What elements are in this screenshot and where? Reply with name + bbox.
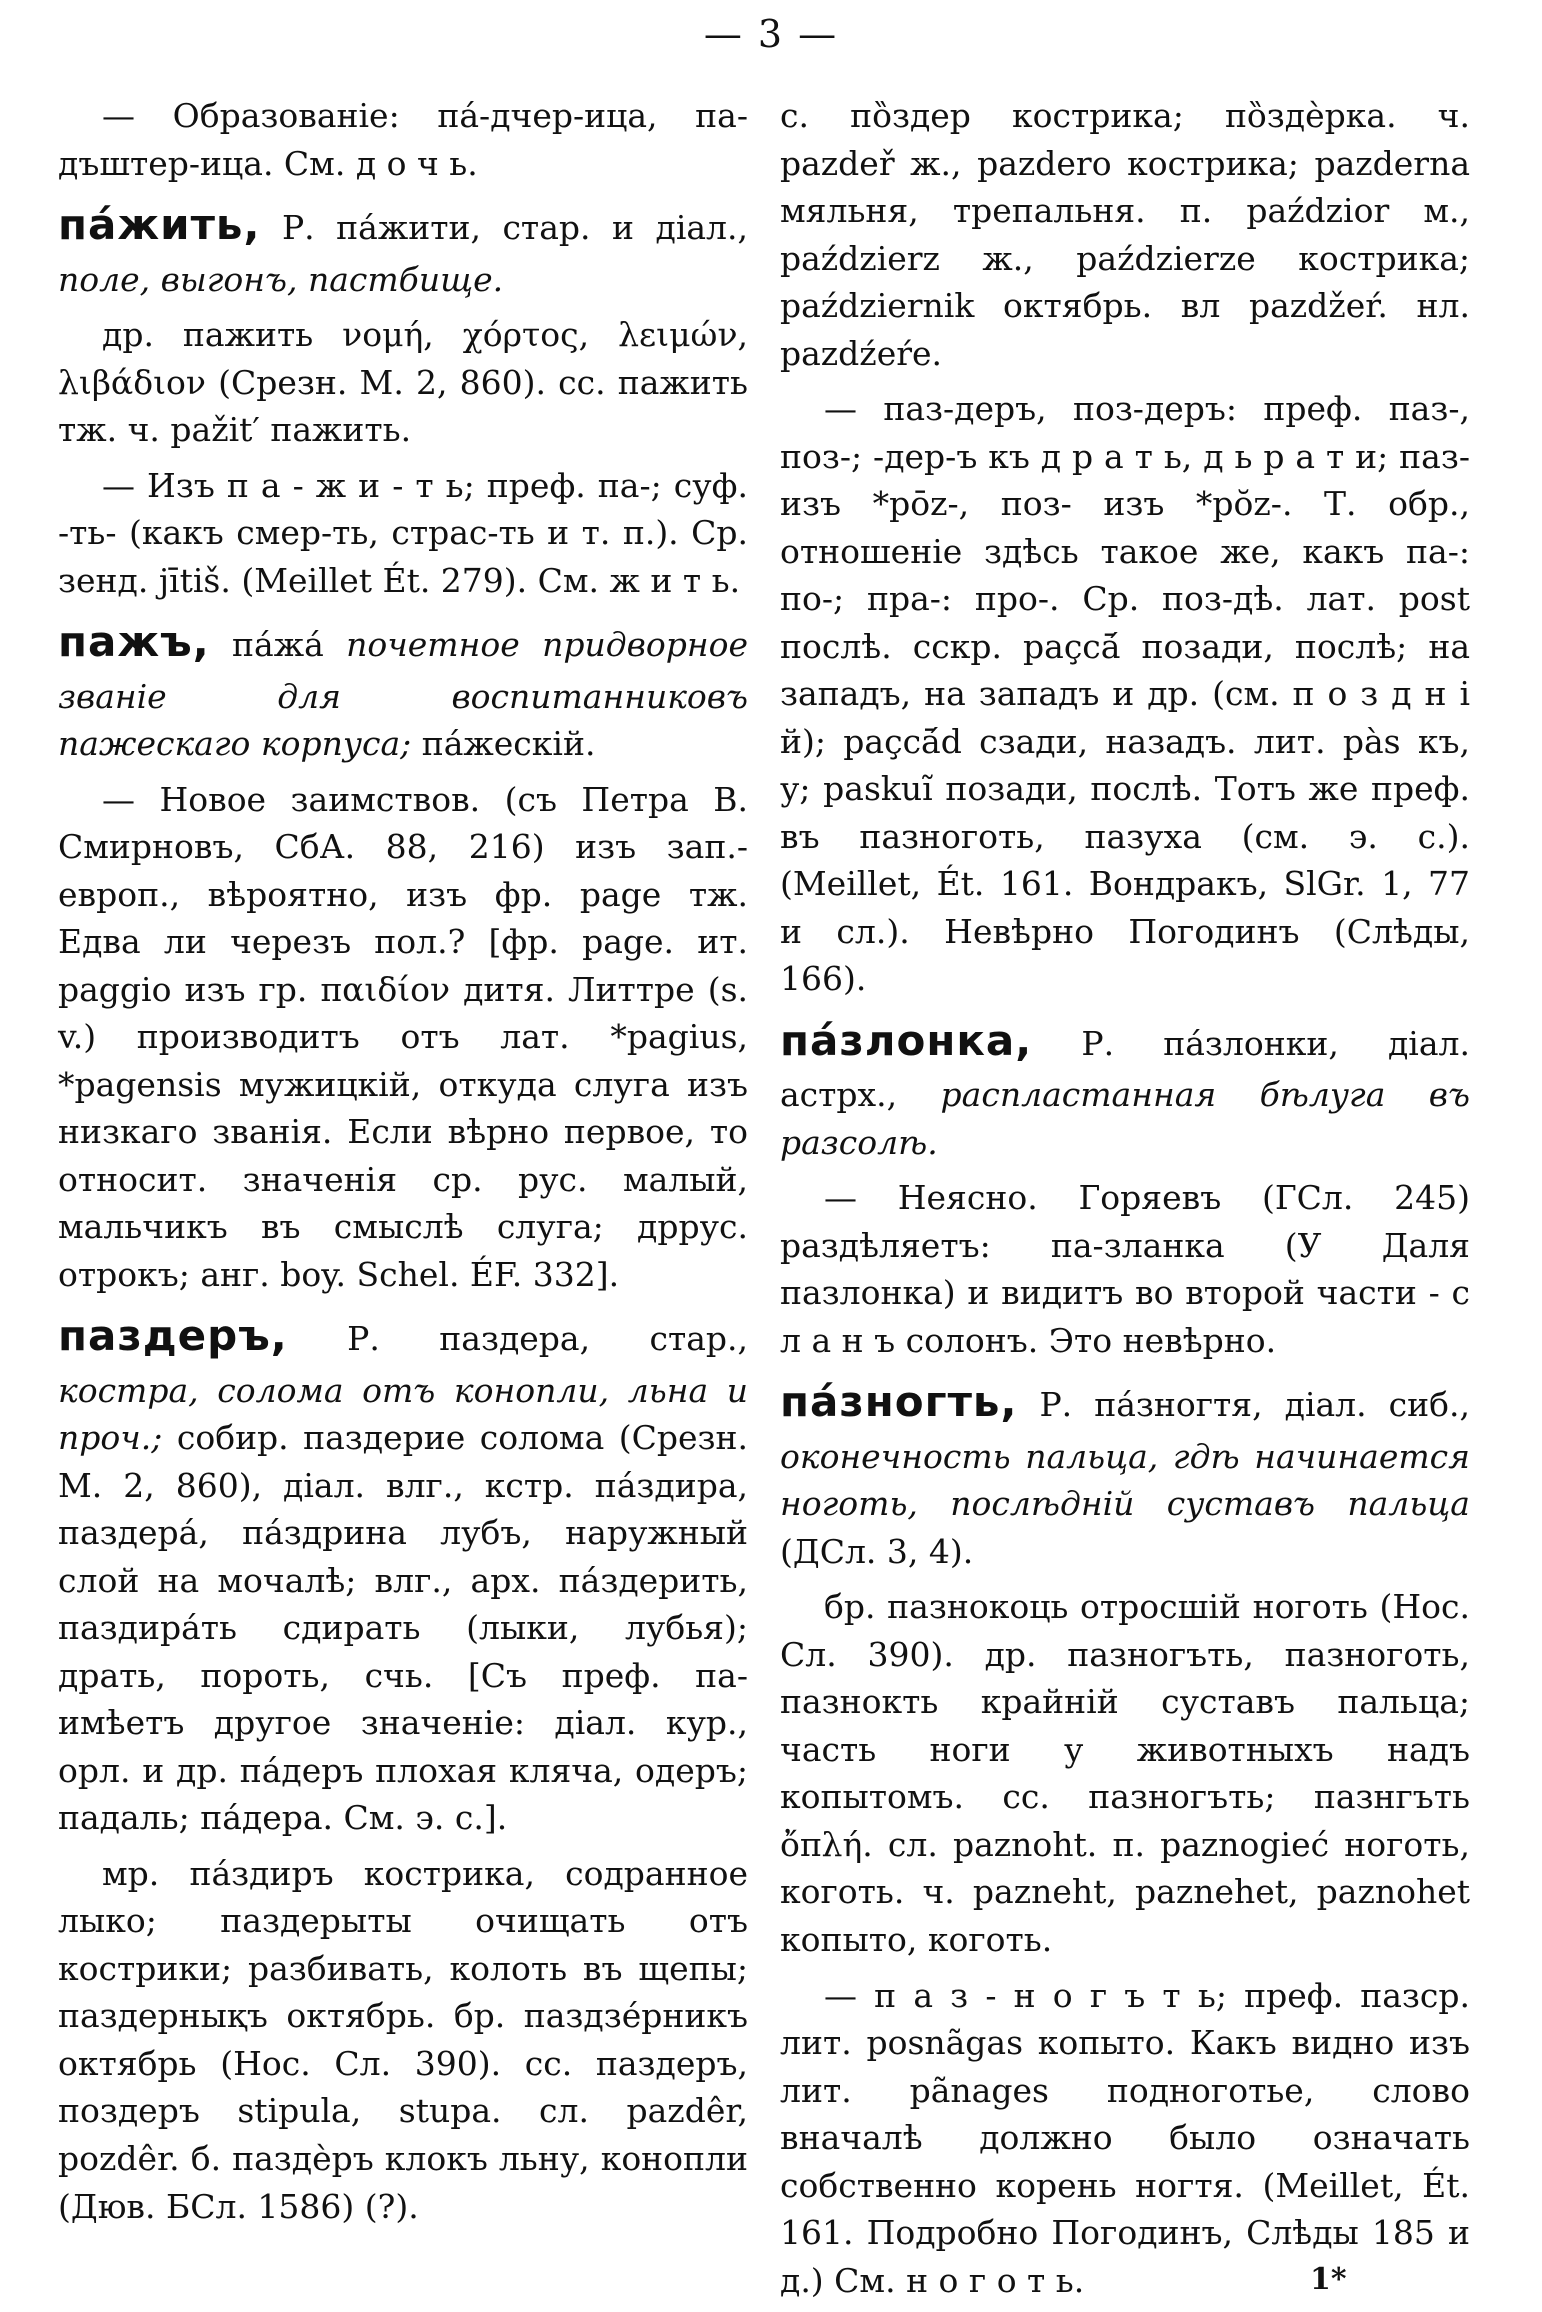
dictionary-entry bbox=[58, 195, 748, 303]
paragraph: — Изъ п а - ж и - т ь; преф. па-; суф. -ть- (какъ смер-ть, страс-ть и т. п.). Ср. зенд. jītiš. (Meillet Ét. 279). См. ж и т ь. bbox=[58, 465, 748, 600]
headword: паздеръ, bbox=[58, 1311, 288, 1361]
entry-grammar: Р. па́зногтя, діал. сиб., bbox=[1017, 1385, 1470, 1425]
entry-gloss: распластанная бѣлуга въ разсолѣ. bbox=[780, 1075, 1470, 1162]
paragraph: — Образованіе: па́-дчер-ица, па-дъштер-ица. См. д о ч ь. bbox=[58, 96, 748, 183]
dictionary-entry bbox=[780, 1372, 1470, 1575]
entry-gloss: оконечность пальца, гдѣ начинается ноготь, послѣдній суставъ пальца bbox=[780, 1436, 1470, 1524]
entry-grammar: Р. па́жити, стар. и діал., bbox=[260, 208, 748, 248]
headword: па́злонка, bbox=[780, 1015, 1033, 1065]
paragraph: бр. пазнокоць отросшій ноготь (Нос. Сл. 390). др. пазногъть, пазноготь, пазнокть крайній суставъ пальца; часть ноги у животныхъ надъ копытомъ. сс. пазногъть; пазнгъть ὄπλή. сл. paznoht. п. paznogieć ноготь, коготь. ч. pazneht, paznehet, paznohet копыто, коготь. bbox=[780, 1587, 1470, 1959]
left-column bbox=[58, 92, 748, 2238]
entry-tail: (ДСл. 3, 4). bbox=[780, 1531, 974, 1571]
paragraph: мр. па́здиръ кострика, содранное лыко; паздерыты очищать отъ кострики; разбивать, колоть въ щепы; паздернықъ октябрь. бр. паздзе́рникъ октябрь (Нос. Сл. 390). сс. паздеръ, поздеръ stipula, stupa. сл. pazdêr, pozdêr. б. паздѐръ клокъ льну, конопли (Дюв. БСл. 1586) (?). bbox=[58, 1853, 748, 2226]
headword: пажъ, bbox=[58, 617, 210, 667]
entry-grammar: Р. паздера, стар., bbox=[287, 1319, 748, 1359]
entry-grammar: па́жа́ bbox=[209, 625, 347, 665]
headword: па́зногть, bbox=[780, 1377, 1018, 1427]
dictionary-entry bbox=[780, 1011, 1470, 1167]
page-number: — 3 — bbox=[703, 12, 839, 56]
paragraph: с. пȍздер кострика; пȍздѐрка. ч. pazdeř ж., pazdero кострика; pazderna мяльня, трепальня. п. paździor м., paździerz ж., paździerze кострика; październik октябрь. вл pazdžeŕ. нл. pazdźeŕe. bbox=[780, 96, 1470, 373]
entry-gloss: поле, выгонъ, пастбище. bbox=[58, 259, 504, 299]
entry-gloss: костра, солома отъ конопли, льна и проч.; bbox=[58, 1370, 748, 1458]
dictionary-entry bbox=[58, 1306, 748, 1842]
entry-gloss: почетное придворное званіе для воспитанниковъ пажескаго корпуса; bbox=[58, 625, 748, 764]
entry-grammar: Р. па́злонки, діал. астрх., bbox=[780, 1023, 1470, 1115]
paragraph: др. пажить νομή, χόρτος, λειμών, λιβάδιον (Срезн. М. 2, 860). сс. пажить тж. ч. pažit′ пажить. bbox=[58, 315, 748, 450]
paragraph: — Новое заимствов. (съ Петра В. Смирновъ, СбА. 88, 216) изъ зап.-европ., вѣроятно, изъ фр. page тж. Едва ли черезъ пол.? [фр. page. ит. paggio изъ гр. παιδίον дитя. Литтре (s. v.) производитъ отъ лат. *pagius, *pagensis мужицкій, откуда слуга изъ низкаго званія. Если вѣрно первое, то относит. значенія ср. рус. малый, мальчикъ въ смыслѣ слуга; дррус. отрокъ; анг. boy. Schel. ÉF. 332]. bbox=[58, 779, 748, 1294]
paragraph: — п а з - н о г ъ т ь; преф. пазср. лит. posnãgas копыто. Какъ видно изъ лит. pãnages подноготье, слово вначалѣ должно было означать собственно корень ногтя. (Meillet, Ét. 161. Подробно Погодинъ, Слѣды 185 и д.) См. н о г о т ь. bbox=[780, 1975, 1470, 2300]
signature-mark: 1* bbox=[1310, 2262, 1347, 2297]
paragraph: — Неясно. Горяевъ (ГСл. 245) раздѣляетъ: па-зланка (У Даля пазлонка) и видитъ во второй части - с л а н ъ солонъ. Это невѣрно. bbox=[780, 1178, 1470, 1360]
paragraph: — паз-деръ, поз-деръ: преф. паз-, поз-; -дер-ъ къ д р а т ь, д ь р а т и; паз- изъ *pōz-, поз- изъ *pŏz-. Т. обр., отношеніе здѣсь такое же, какъ па-: по-; пра-: про-. Ср. поз-дѣ. лат. post послѣ. cскр. paçcā́ позади, послѣ; на западъ, на западъ и др. (см. п о з д н і й); paçcā́d сзади, назадъ. лит. pàs къ, у; paskuĩ позади, послѣ. Тотъ же преф. въ пазноготь, пазуха (см. э. с.). (Meillet, Ét. 161. Вондракъ, SlGr. 1, 77 и сл.). Невѣрно Погодинъ (Слѣды, 166). bbox=[780, 389, 1470, 999]
entry-tail: собир. паздерие солома (Срезн. М. 2, 860), діал. влг., кстр. па́здира, паздера́, па́здрина лубъ, наружный слой на мочалѣ; влг., арх. па́здерить, паздира́ть сдирать (лыки, лубья); драть, пороть, счь. [Съ преф. па- имѣетъ другое значеніе: діал. кур., орл. и др. па́деръ плохая кляча, одеръ; падаль; па́дера. См. э. с.]. bbox=[58, 1418, 748, 1838]
dictionary-entry bbox=[58, 612, 748, 768]
right-column bbox=[780, 92, 1470, 2312]
headword: па́жить, bbox=[58, 200, 261, 250]
entry-tail: па́жескій. bbox=[411, 724, 596, 764]
